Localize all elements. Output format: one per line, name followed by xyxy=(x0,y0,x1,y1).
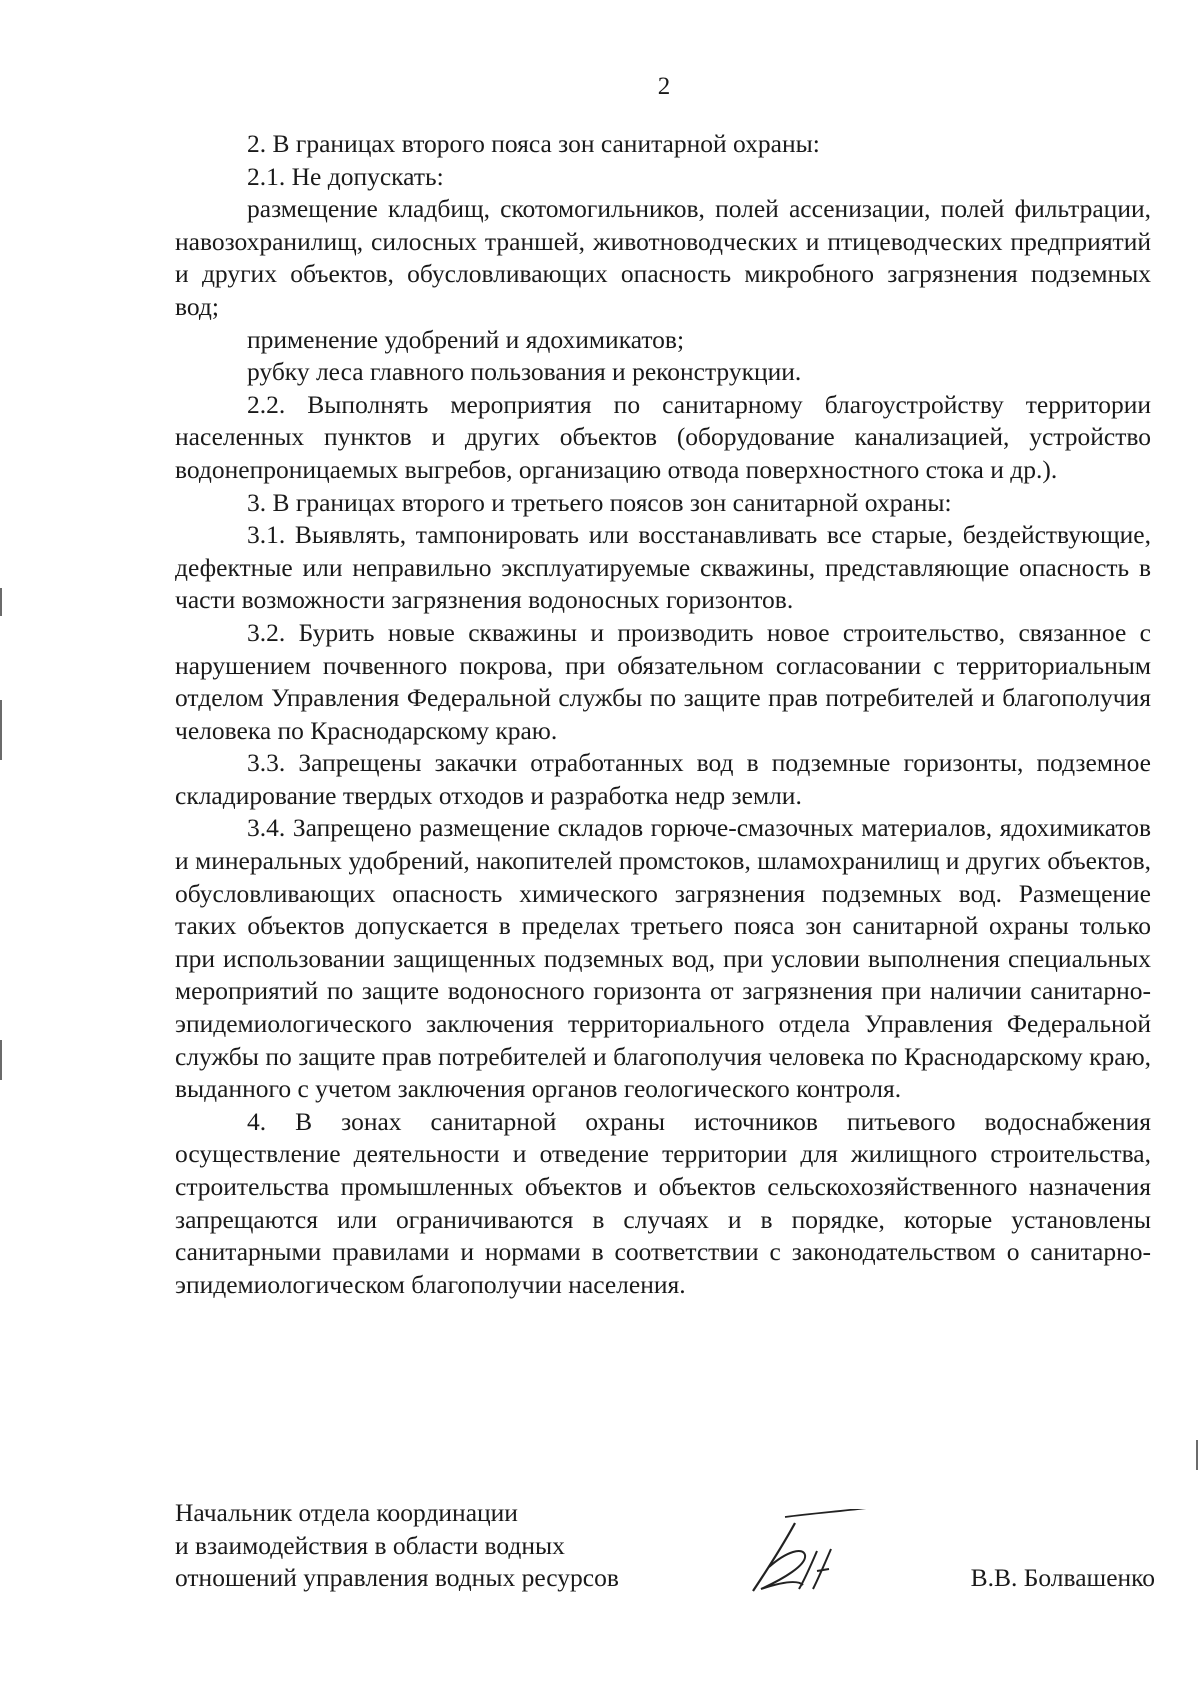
signatory-position-line: и взаимодействия в области водных xyxy=(175,1530,565,1560)
paragraph: 3.1. Выявлять, тампонировать или восстанавливать все старые, бездействующие, дефектные или неправильно эксплуатируемые скважины, представляющие опасность в части возможности загрязнения водоносных горизонтов. xyxy=(175,520,1151,615)
document-body xyxy=(175,128,1151,1301)
signatory-position-line: отношений управления водных ресурсов xyxy=(175,1563,619,1593)
paragraph: 2.2. Выполнять мероприятия по санитарному благоустройству территории населенных пунктов и других объектов (оборудование канализацией, устройство водонепроницаемых выгребов, организацию отвода поверхностного стока и др.). xyxy=(175,389,1151,484)
paragraph: 3.2. Бурить новые скважины и производить новое строительство, связанное с нарушением почвенного покрова, при обязательном согласовании с территориальным отделом Управления Федеральной службы по защите прав потребителей и благополучия человека по Краснодарскому краю. xyxy=(175,617,1151,745)
paragraph: 3. В границах второго и третьего поясов зон санитарной охраны: xyxy=(247,487,952,517)
paragraph: 4. В зонах санитарной охраны источников питьевого водоснабжения осуществление деятельности и отведение территории для жилищного строительства, строительства промышленных объектов и объектов сельскохозяйственного назначения запрещаются или ограничиваются в случаях и в порядке, которые установлены санитарными правилами и нормами в соответствии с законодательством о санитарно-эпидемиологическом благополучии населения. xyxy=(175,1106,1151,1299)
paragraph: 2. В границах второго пояса зон санитарной охраны: xyxy=(247,129,820,158)
paragraph: рубку леса главного пользования и реконструкции. xyxy=(247,357,802,387)
signatory-name: В.В. Болвашенко xyxy=(970,1563,1155,1592)
paragraph: размещение кладбищ, скотомогильников, полей ассенизации, полей фильтрации, навозохранилищ, силосных траншей, животноводческих и птицеводческих предприятий и других объектов, обусловливающих опасность микробного загрязнения подземных вод; xyxy=(175,194,1151,321)
page-number: 2 xyxy=(657,73,671,100)
paragraph: применение удобрений и ядохимикатов; xyxy=(247,324,685,354)
scan-edge-mark xyxy=(0,588,2,616)
handwritten-signature xyxy=(725,1509,905,1599)
signature-block xyxy=(175,1497,1155,1607)
paragraph: 3.3. Запрещены закачки отработанных вод в подземные горизонты, подземное складирование твердых отходов и разработка недр земли. xyxy=(175,748,1151,810)
scan-edge-mark xyxy=(1196,1440,1198,1470)
paragraph: 2.1. Не допускать: xyxy=(247,161,444,191)
signatory-position xyxy=(175,1497,735,1595)
paragraph: 3.4. Запрещено размещение складов горюче-смазочных материалов, ядохимикатов и минеральных удобрений, накопителей промстоков, шламохранилищ и других объектов, обусловливающих опасность химического загрязнения подземных вод. Размещение таких объектов допускается в пределах третьего пояса зон санитарной охраны только при использовании защищенных подземных вод, при условии выполнения специальных мероприятий по защите водоносного горизонта от загрязнения при наличии санитарно-эпидемиологического заключения территориального отдела Управления Федеральной службы по защите прав потребителей и благополучия человека по Краснодарскому краю, выданного с учетом заключения органов геологического контроля. xyxy=(175,813,1151,1104)
scan-edge-mark xyxy=(0,700,2,760)
signatory-position-line: Начальник отдела координации xyxy=(175,1498,518,1527)
scan-edge-mark xyxy=(0,1040,2,1080)
